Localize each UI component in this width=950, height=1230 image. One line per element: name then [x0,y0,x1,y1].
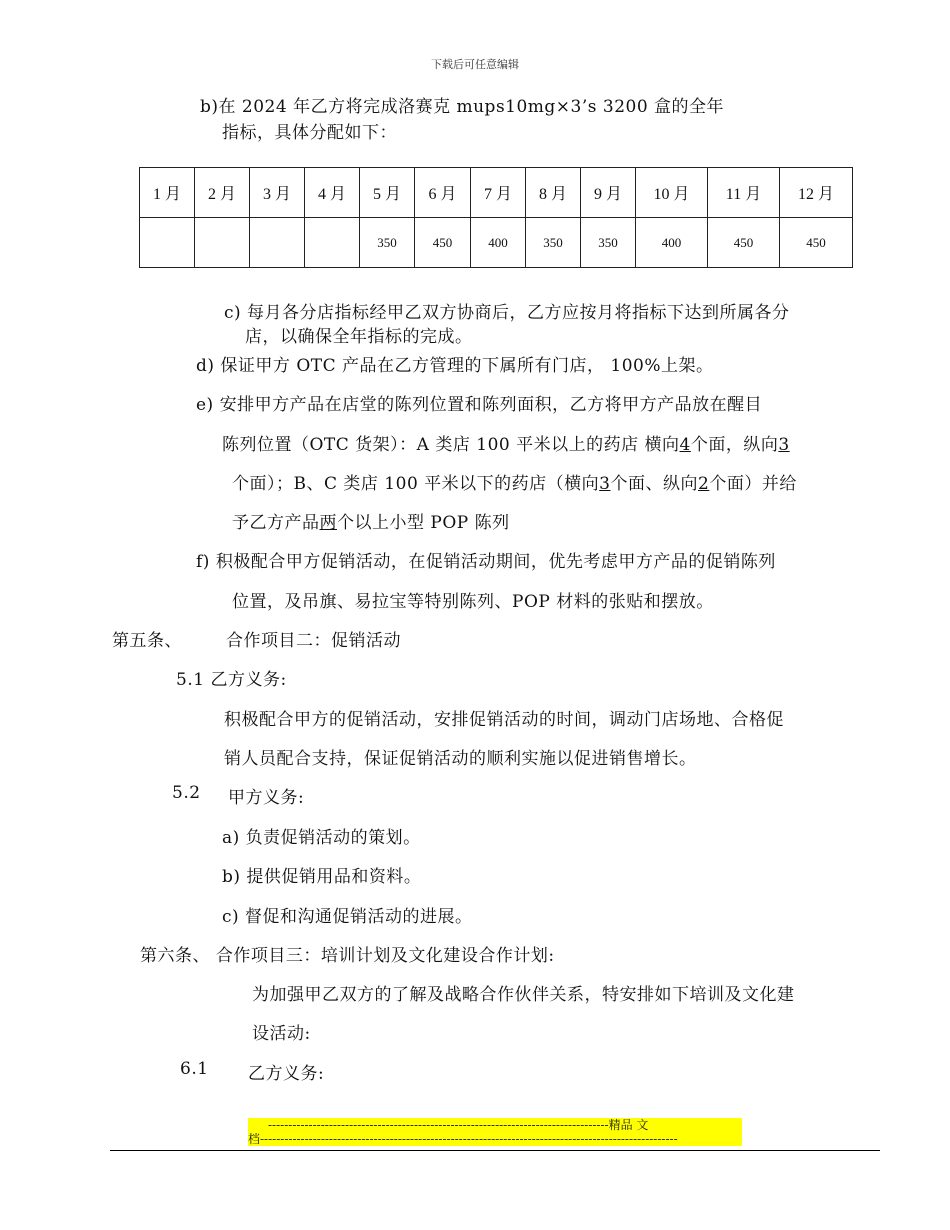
month-cell: 12 月 [780,168,853,218]
value-cell: 450 [415,218,471,268]
item-e-line3-text-b: 个面、纵向 [610,474,698,494]
article-5-number: 第五条、 [112,631,182,651]
value-cell [195,218,250,268]
article-5-title: 合作项目二：促销活动 [226,631,401,651]
value-cell: 450 [708,218,780,268]
item-e-vertical-count-b: 2 [698,474,710,494]
footer-watermark [248,1118,742,1146]
month-cell: 9 月 [581,168,636,218]
item-f-line1: f) 积极配合甲方促销活动，在促销活动期间，优先考虑甲方产品的促销陈列 [196,552,776,572]
month-cell: 4 月 [305,168,360,218]
item-d-line1: d) 保证甲方 OTC 产品在乙方管理的下属所有门店， 100%上架。 [196,356,714,376]
section-5-2-item-b: b) 提供促销用品和资料。 [222,867,422,887]
month-cell: 2 月 [195,168,250,218]
item-e-line3-text-c: 个面）并给 [709,474,797,494]
section-5-2-number: 5.2 [172,783,201,803]
month-cell: 1 月 [140,168,195,218]
item-e-line2-text-a: 陈列位置（OTC 货架）：A 类店 100 平米以上的药店 横向 [222,435,680,455]
month-cell: 11 月 [708,168,780,218]
section-5-2-item-a: a) 负责促销活动的策划。 [222,828,421,848]
section-6-1-title: 乙方义务: [248,1064,325,1084]
table-value-row [140,218,853,268]
value-cell [140,218,195,268]
item-e-horizontal-count-b: 3 [599,474,611,494]
page-header-note: 下载后可任意编辑 [431,58,519,71]
value-cell: 350 [526,218,581,268]
value-cell [250,218,305,268]
monthly-target-table [139,167,853,268]
item-e-line2-text-b: 个面，纵向 [690,435,779,455]
footer-line-1: ------------------------------------------------------------------------------------精品 文 [248,1118,742,1132]
article-6-intro-line1: 为加强甲乙双方的了解及战略合作伙伴关系，特安排如下培训及文化建 [252,985,795,1005]
item-e-horizontal-count-a: 4 [679,435,691,455]
section-b-line1: b)在 2024 年乙方将完成洛赛克 mups10mg×3’s 3200 盒的全年 [200,97,725,117]
value-cell: 400 [471,218,526,268]
month-cell: 7 月 [471,168,526,218]
month-cell: 6 月 [415,168,471,218]
article-6-heading: 第六条、 合作项目三：培训计划及文化建设合作计划: [140,946,555,966]
article-6-intro-line2: 设活动: [252,1024,311,1044]
month-cell: 5 月 [360,168,415,218]
item-e-pop-count: 两 [319,513,337,533]
item-c-line1: c) 每月各分店指标经甲乙双方协商后，乙方应按月将指标下达到所属各分 [224,303,790,323]
section-5-1-line1: 积极配合甲方的促销活动，安排促销活动的时间，调动门店场地、合格促 [224,710,784,730]
item-e-line4-text-b: 个以上小型 POP 陈列 [337,513,510,533]
item-e-line1: e) 安排甲方产品在店堂的陈列位置和陈列面积，乙方将甲方产品放在醒目 [196,395,763,415]
item-e-line4 [232,508,510,533]
item-e-line4-text-a: 予乙方产品 [232,513,320,533]
section-5-1-line2: 销人员配合支持，保证促销活动的顺利实施以促进销售增长。 [224,749,697,769]
value-cell: 350 [360,218,415,268]
item-e-vertical-count-a: 3 [778,435,790,455]
item-e-line3 [232,469,797,494]
item-e-line3-text-a: 个面）；B、C 类店 100 平米以下的药店（横向 [232,474,600,494]
month-cell: 10 月 [636,168,708,218]
section-6-1-number: 6.1 [180,1059,209,1079]
item-c-line2: 店，以确保全年指标的完成。 [245,327,473,347]
footer-line-2: 档------------------------------------------------------------------------------------------------------- [248,1132,742,1146]
table-header-row [140,168,853,218]
item-f-line2: 位置，及吊旗、易拉宝等特别陈列、POP 材料的张贴和摆放。 [232,592,714,612]
value-cell: 450 [780,218,853,268]
value-cell: 350 [581,218,636,268]
section-5-2-item-c: c) 督促和沟通促销活动的进展。 [222,907,473,927]
section-5-1-title: 5.1 乙方义务: [176,670,287,690]
section-b-line2: 指标，具体分配如下： [222,123,397,143]
section-5-2-title: 甲方义务: [228,788,305,808]
month-cell: 8 月 [526,168,581,218]
month-cell: 3 月 [250,168,305,218]
footer-rule [110,1150,880,1151]
value-cell [305,218,360,268]
item-e-line2 [222,430,790,455]
value-cell: 400 [636,218,708,268]
